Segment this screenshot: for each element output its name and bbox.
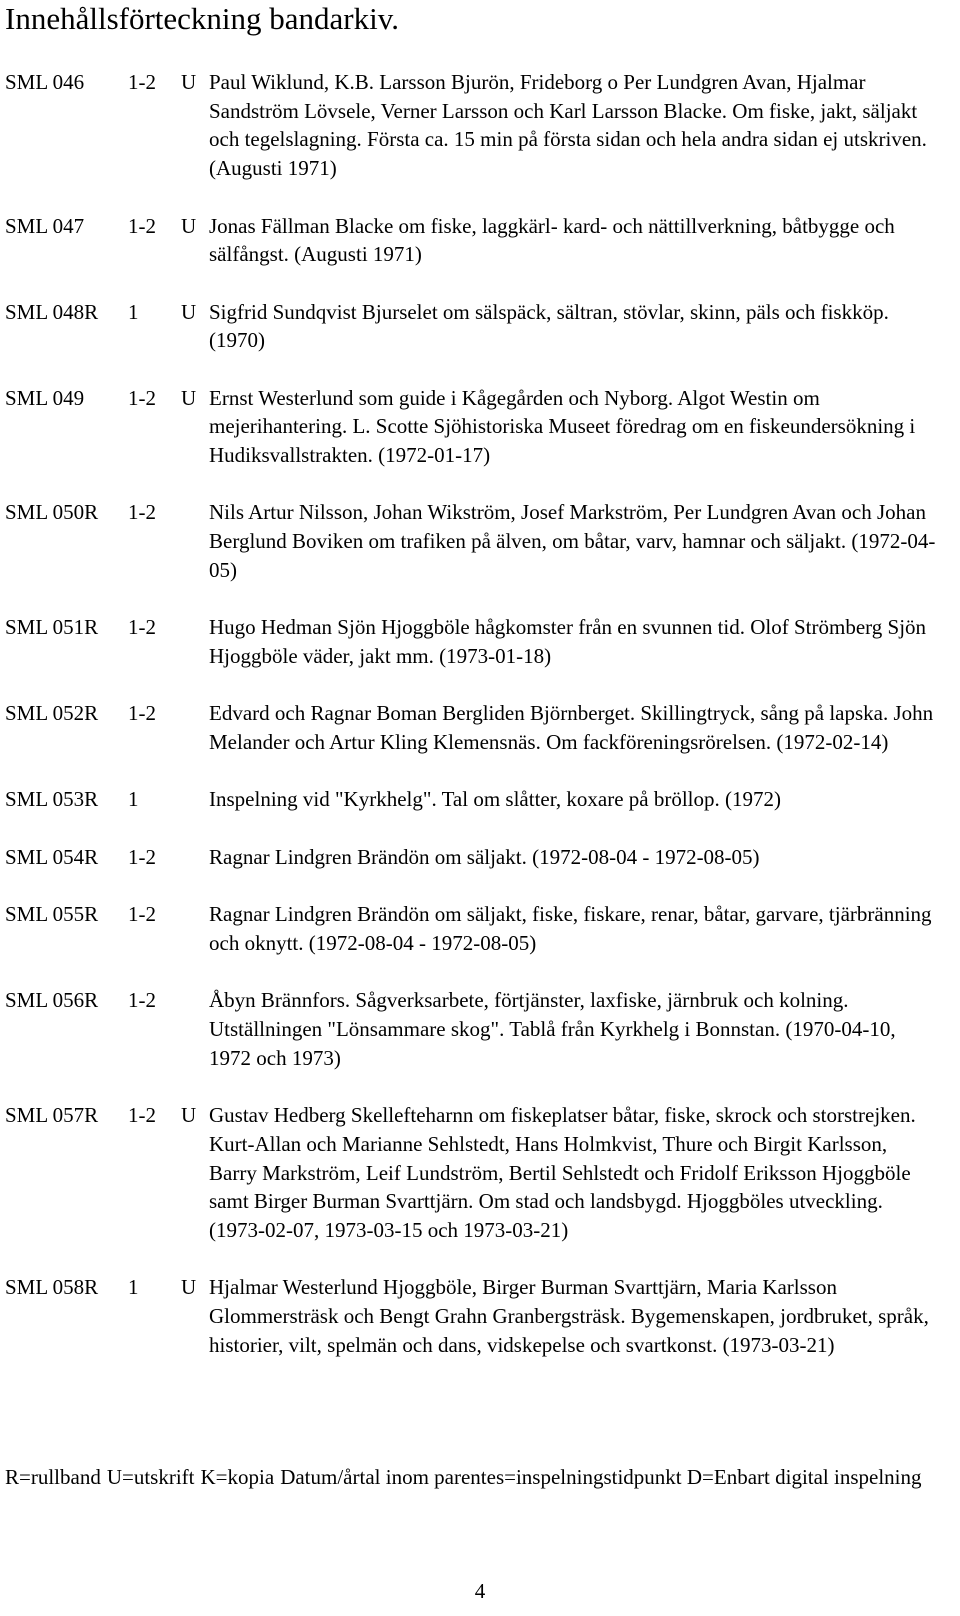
- entry-flag: [181, 699, 209, 756]
- archive-entry-list: [5, 68, 955, 1388]
- entry-flag: [181, 986, 209, 1072]
- entry-sides: 1-2: [128, 844, 156, 869]
- entry-sides: 1-2: [128, 213, 156, 238]
- entry-code: SML 049: [5, 385, 85, 410]
- entry-flag: U: [181, 1275, 197, 1300]
- entry-description: Hjalmar Westerlund Hjoggböle, Birger Burman Svarttjärn, Maria Karlsson Glommersträsk och Bengt Grahn Granbergsträsk. Bygemenskapen, jordbruket, språk, historier, vilt, spelmän och dans, vidskepelse och svartkonst. (1973-03-21): [209, 1275, 929, 1357]
- entry-description: Inspelning vid "Kyrkhelg". Tal om slåtter, koxare på bröllop. (1972): [209, 787, 781, 812]
- entry-sides: 1: [128, 299, 139, 324]
- entry-code: SML 051R: [5, 615, 99, 640]
- archive-entry: [5, 212, 955, 269]
- entry-flag: U: [181, 385, 197, 410]
- entry-code: SML 057R: [5, 1103, 99, 1128]
- entry-description: Nils Artur Nilsson, Johan Wikström, Josef Markström, Per Lundgren Avan och Johan Berglund Boviken om trafiken på älven, om båtar, varv, hamnar och säljakt. (1972-04-05): [209, 500, 936, 582]
- archive-entry: [5, 843, 955, 872]
- entry-code: SML 055R: [5, 902, 99, 927]
- legend-utskrift: U=utskrift: [106, 1465, 195, 1489]
- entry-flag: U: [181, 213, 197, 238]
- entry-code: SML 058R: [5, 1275, 99, 1300]
- entry-code: SML 046: [5, 70, 85, 94]
- entry-description: Sigfrid Sundqvist Bjurselet om sälspäck, sältran, stövlar, skinn, päls och fiskköp. (1970): [209, 299, 889, 353]
- entry-flag: [181, 785, 209, 814]
- archive-entry: [5, 298, 955, 355]
- page-number: 4: [474, 1579, 486, 1603]
- entry-sides: 1-2: [128, 500, 156, 525]
- entry-code: SML 048R: [5, 299, 99, 324]
- entry-sides: 1-2: [128, 988, 156, 1013]
- entry-sides: 1-2: [128, 701, 156, 726]
- entry-code: SML 052R: [5, 701, 99, 726]
- entry-description: Paul Wiklund, K.B. Larsson Bjurön, Frideborg o Per Lundgren Avan, Hjalmar Sandström Lövsele, Verner Larsson och Karl Larsson Blacke. Om fiske, jakt, säljakt och tegelslagning. Första ca. 15 min på första sidan och hela andra sidan ej utskriven. (Augusti 1971): [209, 70, 927, 181]
- archive-entry: [5, 613, 955, 670]
- legend-datum: Datum/årtal inom parentes=inspelningstidpunkt D=Enbart digital inspelning: [280, 1465, 922, 1489]
- entry-description: Gustav Hedberg Skellefteharnn om fiskeplatser båtar, fiske, skrock och storstrejken. Kurt-Allan och Marianne Sehlstedt, Hans Holmkvist, Thure och Birgit Karlsson, Barry Markström, Leif Lundström, Bertil Sehlstedt och Fridolf Eriksson Hjoggböle samt Birger Burman Svarttjärn. Om stad och landsbygd. Hjoggböles utveckling. (1973-02-07, 1973-03-15 och 1973-03-21): [209, 1103, 916, 1242]
- legend-rullband: R=rullband: [5, 1465, 101, 1489]
- archive-entry: [5, 1101, 955, 1245]
- archive-entry: [5, 699, 955, 756]
- archive-entry: [5, 498, 955, 584]
- entry-flag: U: [181, 299, 197, 324]
- archive-entry: [5, 1273, 955, 1359]
- entry-description: Åbyn Brännfors. Sågverksarbete, förtjänster, laxfiske, järnbruk och kolning. Utställningen "Lönsammare skog". Tablå från Kyrkhelg i Bonnstan. (1970-04-10, 1972 och 1973): [209, 988, 896, 1070]
- entry-code: SML 047: [5, 213, 85, 238]
- entry-sides: 1-2: [128, 70, 156, 94]
- legend: [5, 1463, 950, 1492]
- archive-entry: [5, 384, 955, 470]
- entry-sides: 1-2: [128, 615, 156, 640]
- entry-sides: 1-2: [128, 385, 156, 410]
- entry-code: SML 054R: [5, 844, 99, 869]
- entry-description: Hugo Hedman Sjön Hjoggböle hågkomster från en svunnen tid. Olof Strömberg Sjön Hjoggböle väder, jakt mm. (1973-01-18): [209, 615, 927, 668]
- entry-description: Ernst Westerlund som guide i Kågegården och Nyborg. Algot Westin om mejerihantering. L. Scotte Sjöhistoriska Museet föredrag om en fiskeundersökning i Hudiksvallstrakten. (1972-01-17): [209, 385, 916, 468]
- entry-description: Ragnar Lindgren Brändön om säljakt. (1972-08-04 - 1972-08-05): [209, 844, 760, 869]
- archive-entry: [5, 68, 955, 183]
- entry-flag: [181, 900, 209, 957]
- entry-description: Ragnar Lindgren Brändön om säljakt, fiske, fiskare, renar, båtar, garvare, tjärbränning och oknytt. (1972-08-04 - 1972-08-05): [209, 902, 932, 955]
- entry-flag: [181, 498, 209, 584]
- entry-code: SML 050R: [5, 500, 99, 525]
- document-title: Innehållsförteckning bandarkiv.: [5, 1, 399, 36]
- entry-sides: 1-2: [128, 1103, 156, 1128]
- entry-sides: 1-2: [128, 902, 156, 927]
- legend-kopia: K=kopia: [200, 1465, 275, 1489]
- entry-description: Jonas Fällman Blacke om fiske, laggkärl- kard- och nättillverkning, båtbygge och sälfångst. (Augusti 1971): [209, 213, 895, 267]
- entry-flag: U: [181, 1103, 197, 1128]
- archive-entry: [5, 986, 955, 1072]
- entry-sides: 1: [128, 1275, 139, 1300]
- archive-entry: [5, 900, 955, 957]
- entry-description: Edvard och Ragnar Boman Bergliden Björnberget. Skillingtryck, sång på lapska. John Melander och Artur Kling Klemensnäs. Om fackföreningsrörelsen. (1972-02-14): [209, 701, 934, 755]
- entry-code: SML 056R: [5, 988, 99, 1013]
- entry-flag: [181, 843, 209, 872]
- entry-flag: U: [181, 70, 197, 94]
- archive-entry: [5, 785, 955, 814]
- entry-sides: 1: [128, 787, 139, 812]
- entry-flag: [181, 613, 209, 670]
- entry-code: SML 053R: [5, 787, 99, 812]
